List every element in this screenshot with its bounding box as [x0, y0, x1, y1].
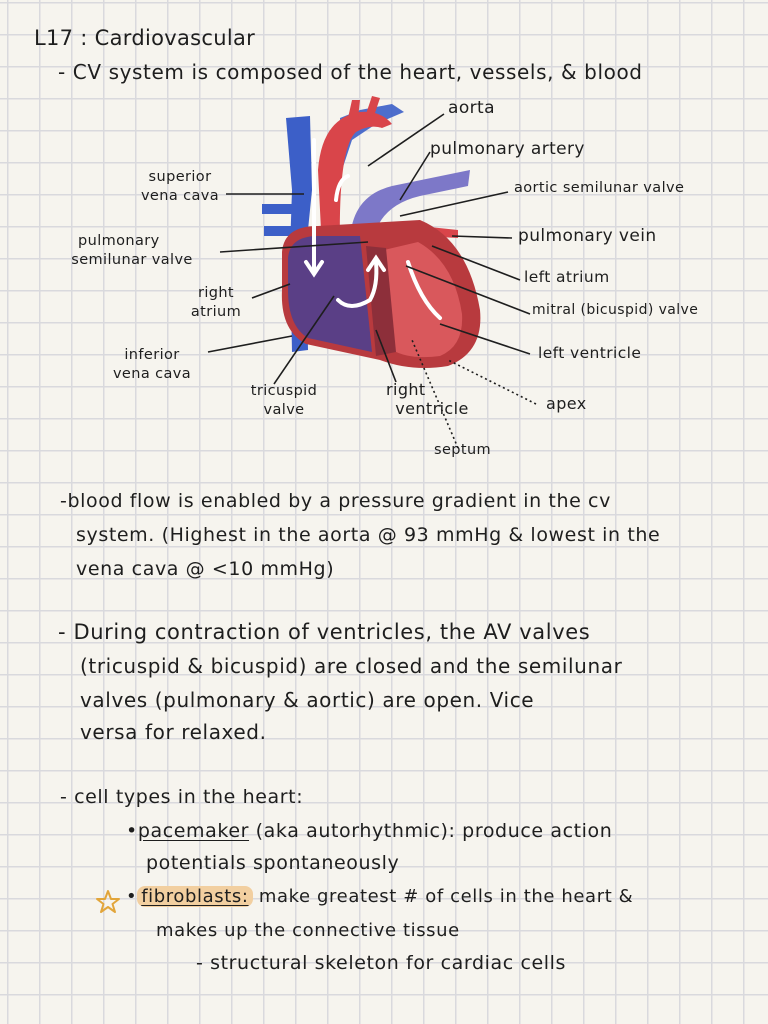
- intro-line: - CV system is composed of the heart, vessels, & blood: [58, 60, 643, 84]
- pressure-note-line-2: system. (Highest in the aorta @ 93 mmHg & lowest in the: [76, 524, 661, 546]
- pressure-note-line-3: vena cava @ <10 mmHg): [76, 558, 335, 580]
- label-line: vena cava: [112, 366, 192, 382]
- label-line: pulmonary: [78, 233, 160, 249]
- label-line: vena cava: [140, 188, 220, 204]
- contraction-note-line-3: valves (pulmonary & aortic) are open. Vice: [80, 688, 535, 712]
- bullet-dot: •: [126, 820, 138, 842]
- page-title: L17 : Cardiovascular: [34, 26, 256, 50]
- label-line: right: [386, 380, 426, 399]
- contraction-note-line-2: (tricuspid & bicuspid) are closed and the semilunar: [80, 654, 623, 678]
- label-apex: apex: [546, 394, 587, 413]
- contraction-note-line-4: versa for relaxed.: [80, 720, 267, 744]
- pacemaker-line: [126, 820, 612, 842]
- fibroblast-line: [126, 886, 633, 907]
- label-septum: septum: [434, 442, 492, 458]
- fibroblast-term: fibroblasts:: [137, 886, 252, 907]
- label-line: right: [197, 285, 235, 301]
- label-right-ventricle: [374, 380, 490, 418]
- label-line: tricuspid: [250, 383, 318, 399]
- pacemaker-term: pacemaker: [137, 820, 250, 842]
- label-left-atrium: left atrium: [524, 268, 610, 286]
- label-aortic-valve: aortic semilunar valve: [514, 180, 685, 196]
- label-line: valve: [263, 402, 305, 418]
- left-pulmonary-veins: [262, 204, 296, 236]
- label-inferior-vena-cava: [100, 346, 204, 384]
- bullet-dot: •: [126, 886, 138, 907]
- fibroblast-line-2: makes up the connective tissue: [156, 920, 460, 941]
- label-tricuspid-valve: [232, 382, 336, 420]
- label-line: superior: [148, 169, 212, 185]
- label-pulmonary-valve: [44, 232, 220, 270]
- star-icon: [94, 888, 122, 916]
- label-line: inferior: [124, 347, 180, 363]
- pacemaker-line-2: potentials spontaneously: [146, 852, 400, 874]
- label-right-atrium: [176, 284, 256, 322]
- contraction-note-line-1: - During contraction of ventricles, the AV valves: [58, 620, 591, 644]
- label-pulmonary-vein: pulmonary vein: [518, 226, 657, 246]
- label-pulmonary-artery: pulmonary artery: [430, 139, 585, 159]
- label-line: semilunar valve: [71, 252, 193, 268]
- label-mitral-valve: mitral (bicuspid) valve: [532, 302, 699, 318]
- label-line: atrium: [190, 304, 242, 320]
- pacemaker-text: (aka autorhythmic): produce action: [249, 820, 613, 842]
- label-aorta: aorta: [448, 98, 495, 118]
- label-line: ventricle: [395, 399, 469, 418]
- pressure-note-line-1: -blood flow is enabled by a pressure gradient in the cv: [60, 490, 611, 512]
- fibroblast-text: make greatest # of cells in the heart &: [252, 886, 634, 907]
- cells-heading: - cell types in the heart:: [60, 786, 304, 808]
- fibroblast-sub-line: - structural skeleton for cardiac cells: [196, 952, 567, 974]
- label-left-ventricle: left ventricle: [538, 344, 642, 362]
- label-superior-vena-cava: [128, 168, 232, 206]
